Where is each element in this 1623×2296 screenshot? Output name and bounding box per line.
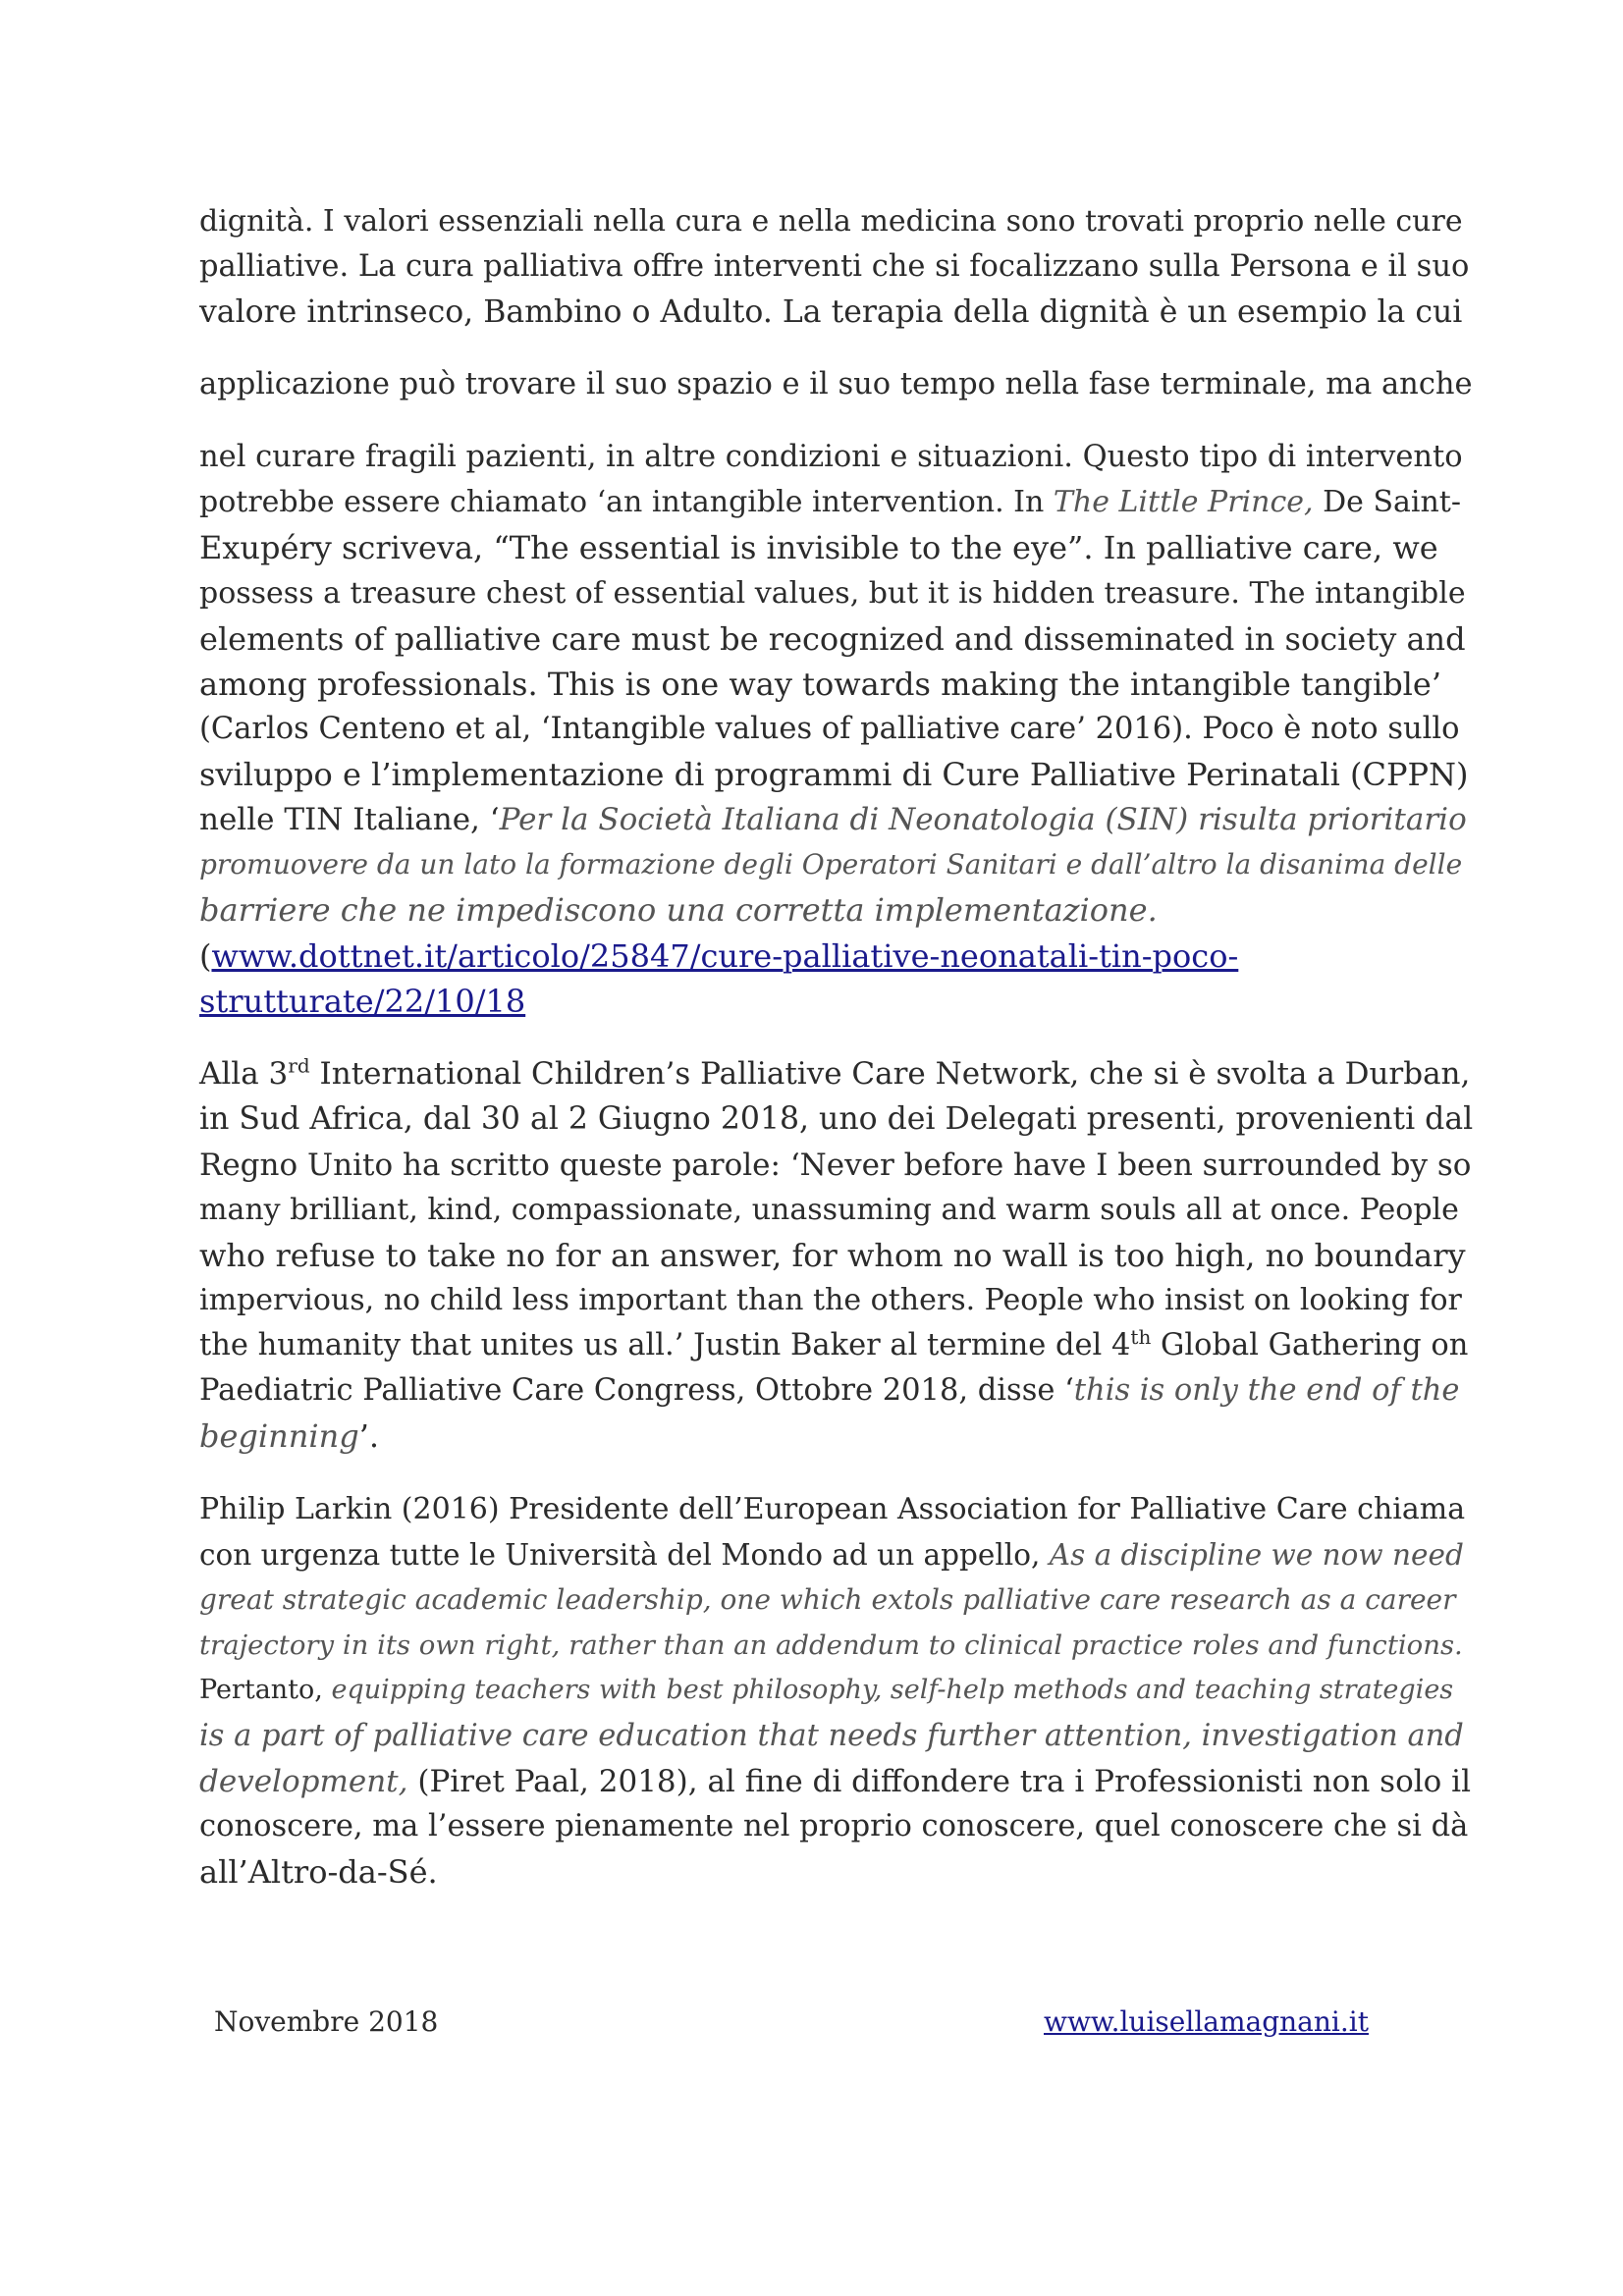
text-span: Alla 3 bbox=[199, 1056, 289, 1092]
text-span: Paediatric Palliative Care Congress, Ottobre 2018, disse ‘ bbox=[199, 1373, 1074, 1408]
quote-italic: development, bbox=[199, 1764, 408, 1799]
text-line bbox=[199, 1760, 1471, 1803]
text-line: conoscere, ma l’essere pienamente nel proprio conoscere, quel conoscere che si dà bbox=[199, 1809, 1469, 1843]
text-span: (Piret Paal, 2018), al fine di diffondere tra i Professionisti non solo il bbox=[407, 1764, 1472, 1799]
quote-italic: barriere che ne impediscono una corretta implementazione. bbox=[199, 891, 1158, 929]
source-link[interactable]: www.dottnet.it/articolo/25847/cure-palliative-neonatali-tin-poco- bbox=[211, 937, 1239, 975]
text-line: possess a treasure chest of essential values, but it is hidden treasure. The intangible bbox=[199, 576, 1466, 611]
text-span: nelle TIN Italiane, ‘ bbox=[199, 802, 500, 837]
text-line: in Sud Africa, dal 30 al 2 Giugno 2018, uno dei Delegati presenti, provenienti dal bbox=[199, 1101, 1474, 1137]
text-span: Global Gathering on bbox=[1151, 1328, 1469, 1362]
quote-italic: great strategic academic leadership, one which extols palliative care research as a career bbox=[199, 1583, 1456, 1616]
quote-italic: is a part of palliative care education that needs further attention, investigation and bbox=[199, 1719, 1464, 1753]
footer-website bbox=[1044, 2002, 1369, 2042]
text-line: nel curare fragili pazienti, in altre condizioni e situazioni. Questo tipo di intervento bbox=[199, 440, 1463, 474]
text-line bbox=[199, 1533, 1464, 1576]
text-line: applicazione può trovare il suo spazio e il suo tempo nella fase terminale, ma anche bbox=[199, 367, 1473, 401]
text-line bbox=[199, 1669, 1453, 1712]
text-span: potrebbe essere chiamato ‘an intangible intervention. In bbox=[199, 485, 1054, 519]
text-line bbox=[199, 843, 1462, 886]
text-line: impervious, no child less important than the others. People who insist on looking for bbox=[199, 1283, 1462, 1317]
text-line bbox=[199, 798, 1467, 841]
quote-italic: Per la Società Italiana di Neonatologia (SIN) risulta prioritario bbox=[499, 802, 1467, 837]
text-line bbox=[199, 980, 525, 1023]
text-line: who refuse to take no for an answer, for whom no wall is too high, no boundary bbox=[199, 1237, 1466, 1274]
quote-italic: beginning bbox=[199, 1417, 359, 1455]
book-title-italic: The Little Prince, bbox=[1053, 485, 1314, 519]
quote-italic: promuovere da un lato la formazione degli Operatori Sanitari e dall’altro la disanima delle bbox=[199, 848, 1463, 881]
text-line bbox=[199, 481, 1461, 524]
text-line bbox=[199, 1324, 1468, 1367]
text-line: valore intrinseco, Bambino o Adulto. La terapia della dignità è un esempio la cui bbox=[199, 294, 1463, 330]
text-line: (Carlos Centeno et al, ‘Intangible values of palliative care’ 2016). Poco è noto sullo bbox=[199, 712, 1460, 746]
text-line bbox=[199, 1578, 1456, 1622]
quote-italic: As a discipline we now need bbox=[1049, 1538, 1464, 1572]
quote-italic: this is only the end of the bbox=[1073, 1373, 1460, 1408]
source-link-continued[interactable]: strutturate/22/10/18 bbox=[199, 983, 526, 1020]
quote-italic: equipping teachers with best philosophy, self-help methods and teaching strategies bbox=[331, 1675, 1454, 1705]
text-line bbox=[199, 934, 1238, 978]
text-line: dignità. I valori essenziali nella cura e nella medicina sono trovati proprio nelle cure bbox=[199, 204, 1463, 239]
text-line: Philip Larkin (2016) Presidente dell’European Association for Palliative Care chiama bbox=[199, 1492, 1466, 1526]
text-line: all’Altro-da-Sé. bbox=[199, 1853, 438, 1891]
text-span: the humanity that unites us all.’ Justin Baker al termine del 4 bbox=[199, 1328, 1131, 1362]
text-span: ’. bbox=[358, 1417, 380, 1455]
text-line: sviluppo e l’implementazione di programmi di Cure Palliative Perinatali (CPPN) bbox=[199, 756, 1469, 793]
superscript: rd bbox=[288, 1053, 310, 1078]
superscript: th bbox=[1130, 1324, 1152, 1349]
text-span: Pertanto, bbox=[199, 1675, 332, 1705]
text-line bbox=[199, 1624, 1463, 1667]
text-span: con urgenza tutte le Università del Mondo ad un appello, bbox=[199, 1538, 1050, 1572]
text-line bbox=[199, 1715, 1464, 1758]
quote-italic: trajectory in its own right, rather than an addendum to clinical practice roles and functions. bbox=[199, 1629, 1463, 1661]
text-line bbox=[199, 1415, 379, 1458]
website-link[interactable]: www.luisellamagnani.it bbox=[1044, 2005, 1369, 2038]
text-line bbox=[199, 888, 1158, 932]
text-span: ( bbox=[199, 937, 212, 975]
text-line: palliative. La cura palliativa offre interventi che si focalizzano sulla Persona e il suo bbox=[199, 249, 1470, 284]
text-line bbox=[199, 1052, 1470, 1095]
text-span: De Saint- bbox=[1313, 485, 1461, 519]
footer-date: Novembre 2018 bbox=[214, 2005, 439, 2038]
text-line: elements of palliative care must be recognized and disseminated in society and bbox=[199, 620, 1466, 658]
text-line bbox=[199, 1369, 1459, 1413]
text-line: among professionals. This is one way towards making the intangible tangible’ bbox=[199, 666, 1442, 703]
text-line: Exupéry scriveva, “The essential is invisible to the eye”. In palliative care, we bbox=[199, 529, 1438, 566]
text-span: International Children’s Palliative Care Network, che si è svolta a Durban, bbox=[309, 1056, 1471, 1092]
text-line: Regno Unito ha scritto queste parole: ‘Never before have I been surrounded by so bbox=[199, 1148, 1472, 1183]
text-line: many brilliant, kind, compassionate, unassuming and warm souls all at once. People bbox=[199, 1193, 1459, 1227]
